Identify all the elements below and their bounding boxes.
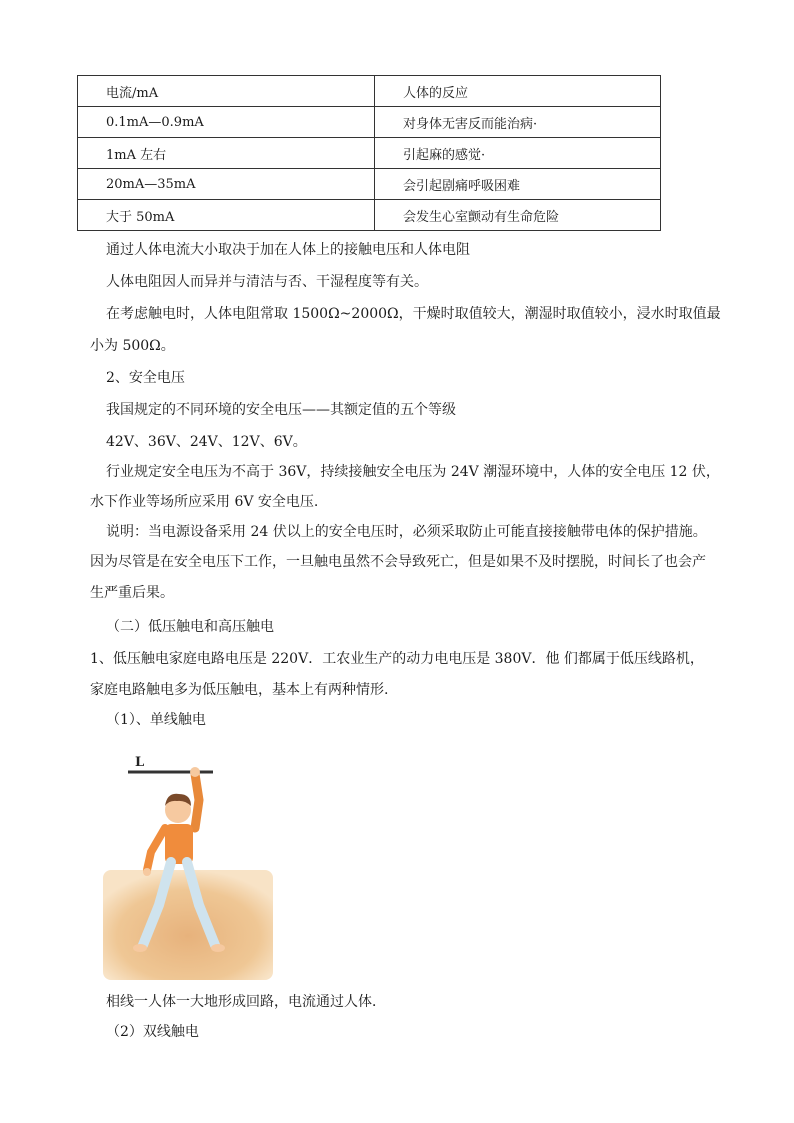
table-header-cell: 人体的反应 [375, 76, 661, 107]
single-wire-shock-illustration [103, 740, 273, 980]
table-cell: 对身体无害反而能治病· [375, 107, 661, 138]
subsection-heading: （1）、单线触电 [106, 712, 206, 728]
paragraph: 人体电阻因人而异并与清洁与否、干湿程度等有关。 [106, 274, 428, 290]
raised-arm [195, 774, 199, 828]
subsection-heading: （2）双线触电 [106, 1024, 199, 1040]
caption: 相线一人体一大地形成回路，电流通过人体． [106, 994, 386, 1010]
table-header-row [78, 76, 661, 107]
section-heading: （二）低压触电和高压触电 [106, 619, 274, 635]
ground [103, 870, 273, 980]
wire-label: L [135, 755, 145, 770]
table-cell: 会发生心室颤动有生命危险 [375, 200, 661, 231]
table-row [78, 169, 661, 200]
table-cell: 会引起剧痛呼吸困难 [375, 169, 661, 200]
paragraph: 水下作业等场所应采用 6V 安全电压. [90, 494, 319, 510]
table-cell: 引起麻的感觉· [375, 138, 661, 169]
paragraph: 在考虑触电时，人体电阻常取 1500Ω~2000Ω，干燥时取值较大，潮湿时取值较小，浸水时取值最 [106, 306, 721, 322]
paragraph: 42V、36V、24V、12V、6V。 [106, 434, 307, 450]
table-row [78, 107, 661, 138]
paragraph: 说明：当电源设备采用 24 伏以上的安全电压时，必须采取防止可能直接接触带电体的保护措施。 [106, 524, 707, 540]
current-reaction-table [77, 75, 661, 231]
table-header-cell: 电流/mA [78, 76, 375, 107]
table-cell: 20mA—35mA [78, 169, 375, 200]
paragraph: 通过人体电流大小取决于加在人体上的接触电压和人体电阻 [106, 242, 470, 258]
paragraph: 1、低压触电家庭电路电压是 220V．工农业生产的动力电电压是 380V．他 们都属于低压线路机， [90, 651, 704, 667]
paragraph: 生严重后果。 [90, 585, 174, 601]
table-row [78, 138, 661, 169]
paragraph: 我国规定的不同环境的安全电压——其额定值的五个等级 [106, 402, 456, 418]
paragraph: 家庭电路触电多为低压触电，基本上有两种情形. [90, 682, 389, 698]
section-heading: 2、安全电压 [106, 370, 185, 386]
table-row [78, 200, 661, 231]
table-cell: 1mA 左右 [78, 138, 375, 169]
paragraph: 行业规定安全电压为不高于 36V，持续接触安全电压为 24V 潮湿环境中，人体的安全电压 12 伏， [106, 464, 720, 480]
paragraph: 因为尽管是在安全电压下工作，一旦触电虽然不会导致死亡，但是如果不及时摆脱，时间长了也会产 [90, 554, 706, 570]
paragraph: 小为 500Ω。 [90, 338, 175, 354]
table-cell: 大于 50mA [78, 200, 375, 231]
table-cell: 0.1mA—0.9mA [78, 107, 375, 138]
